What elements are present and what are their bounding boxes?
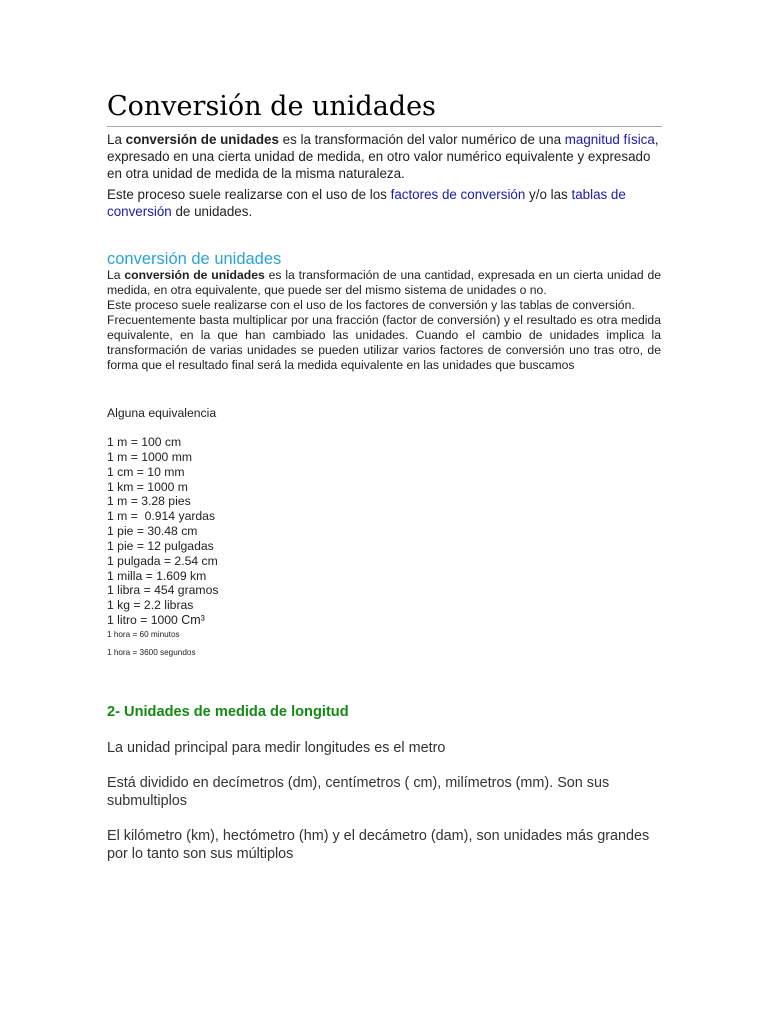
section-paragraph: Este proceso suele realizarse con el uso de los factores de conversión y las tablas de conversión. xyxy=(107,298,635,312)
intro-text: de unidades. xyxy=(171,204,253,219)
intro-text: La xyxy=(107,132,126,147)
equivalence-item-litro xyxy=(107,613,218,628)
equivalence-item: 1 pie = 12 pulgadas xyxy=(107,538,214,553)
magnitud-fisica-link[interactable]: magnitud física xyxy=(564,132,655,147)
section-heading-longitud: 2- Unidades de medida de longitud xyxy=(107,704,349,720)
section-text: es la transformación de una cantidad, expresada en un cierta unidad de medida, en otra equivalente, que puede ser del mismo sistema de unidades o no. xyxy=(107,268,662,297)
section-bold-term: conversión de unidades xyxy=(124,268,265,282)
section-heading-conversion: conversión de unidades xyxy=(107,250,282,268)
hour-seconds-note: 1 hora = 3600 segundos xyxy=(107,648,196,657)
equivalence-list xyxy=(107,435,218,628)
equivalence-unit: Cm³ xyxy=(181,613,205,628)
page-title: Conversión de unidades xyxy=(107,88,662,127)
intro-text: , expresado en una cierta unidad de medida, en otro valor numérico equivalente y expresado en otra unidad de medida de la misma naturaleza. xyxy=(107,132,659,181)
longitud-paragraph-1: La unidad principal para medir longitudes es el metro xyxy=(107,740,446,756)
intro-text: y/o las xyxy=(525,187,572,202)
section-body-conversion xyxy=(107,268,661,373)
equivalence-title: Alguna equivalencia xyxy=(107,406,217,420)
hour-minutes-note: 1 hora = 60 minutos xyxy=(107,630,180,639)
equivalence-item: 1 km = 1000 m xyxy=(107,479,188,494)
intro-bold-term: conversión de unidades xyxy=(125,132,279,147)
equivalence-item: 1 pie = 30.48 cm xyxy=(107,524,198,539)
intro-paragraph-2 xyxy=(107,186,667,220)
equivalence-item: 1 m = 3.28 pies xyxy=(107,494,191,509)
longitud-paragraph-2: Está dividido en decímetros (dm), centímetros ( cm), milímetros (mm). Son sus submultiplos xyxy=(107,775,610,809)
equivalence-item: 1 milla = 1.609 km xyxy=(107,568,207,583)
equivalence-item: 1 m = 1000 mm xyxy=(107,449,193,464)
equivalence-item: 1 kg = 2.2 libras xyxy=(107,598,194,613)
section-text: La xyxy=(107,268,125,282)
equivalence-item: 1 libra = 454 gramos xyxy=(107,583,219,598)
equivalence-item: 1 m = 100 cm xyxy=(107,435,182,449)
equivalence-item: 1 cm = 10 mm xyxy=(107,464,185,479)
section-paragraph: Frecuentemente basta multiplicar por una fracción (factor de conversión) y el resultado es otra medida equivalente, en la que han cambiado las unidades. Cuando el cambio de unidades implica la transformación de varias unidades se pueden utilizar varios factores de conversión uno tras otro, de forma que el resultado final será la medida equivalente en las unidades que buscamos xyxy=(107,313,661,372)
equivalence-text: 1 litro = 1000 xyxy=(107,613,182,628)
intro-text: es la transformación del valor numérico de una xyxy=(278,132,565,147)
intro-text: Este proceso suele realizarse con el uso de los xyxy=(107,187,391,202)
equivalence-item: 1 m = 0.914 yardas xyxy=(107,509,216,524)
longitud-paragraph-3: El kilómetro (km), hectómetro (hm) y el decámetro (dam), son unidades más grandes por lo tanto son sus múltiplos xyxy=(107,828,650,862)
tablas-conversion-link[interactable]: tablas de conversión xyxy=(107,187,626,219)
factores-conversion-link[interactable]: factores de conversión xyxy=(390,187,526,202)
intro-paragraph-1 xyxy=(107,131,667,182)
equivalence-item: 1 pulgada = 2.54 cm xyxy=(107,553,218,568)
section-paragraph xyxy=(107,268,661,298)
